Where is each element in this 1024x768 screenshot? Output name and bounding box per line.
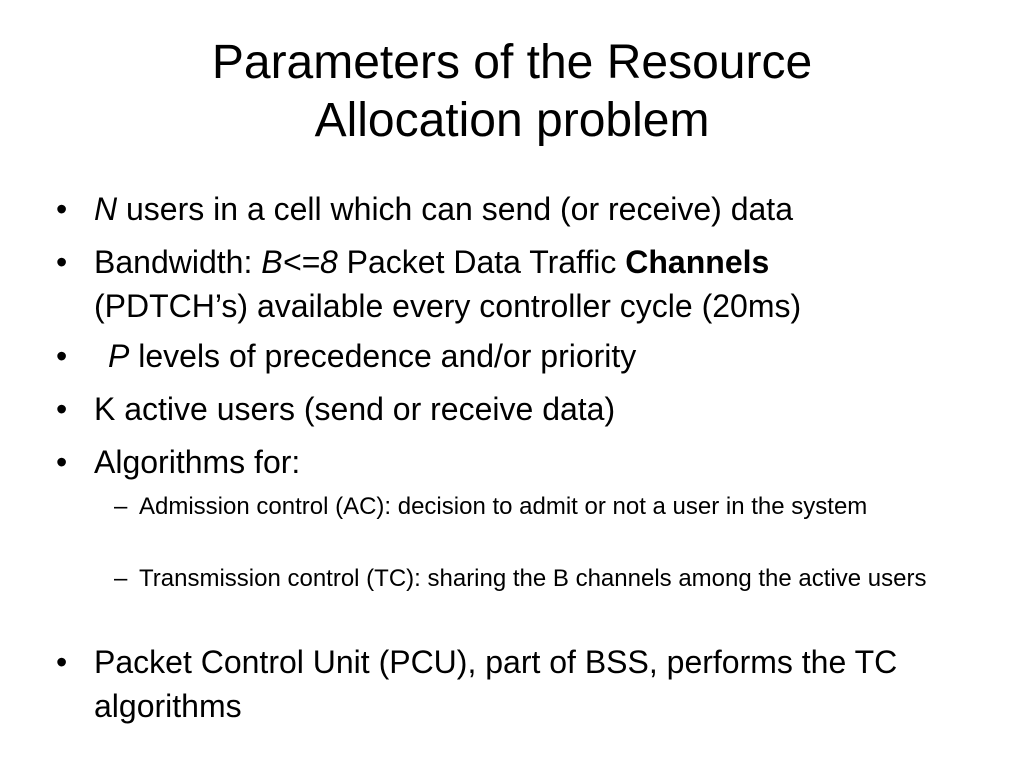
bullet-text: Algorithms for: bbox=[94, 444, 301, 480]
bullet-icon: • bbox=[56, 244, 68, 280]
bandwidth-line2: (PDTCH’s) available every controller cycle (20ms) bbox=[94, 288, 802, 324]
bandwidth-label: Bandwidth: bbox=[94, 244, 262, 280]
dash-icon: – bbox=[114, 565, 128, 592]
bandwidth-mid: Packet Data Traffic bbox=[337, 244, 626, 280]
bullet-text: K active users (send or receive data) bbox=[94, 391, 616, 427]
bullet-text bbox=[94, 187, 976, 231]
variable-n: N bbox=[94, 191, 118, 227]
bullet-item-algorithms bbox=[56, 440, 976, 484]
bullet-item-pcu bbox=[56, 640, 976, 728]
variable-b: B<=8 bbox=[261, 244, 338, 280]
variable-p: P bbox=[108, 338, 130, 374]
bullet-icon: • bbox=[56, 391, 68, 427]
bullet-item-users bbox=[56, 187, 976, 231]
bullet-text bbox=[108, 334, 976, 378]
sub-item-transmission-control bbox=[114, 562, 974, 595]
bullet-text bbox=[94, 240, 976, 328]
dash-icon: – bbox=[114, 493, 128, 520]
bullet-icon: • bbox=[56, 338, 68, 374]
bullet-item-bandwidth bbox=[56, 240, 976, 328]
slide-title-line2: Allocation problem bbox=[314, 94, 710, 147]
sub-item-text: Transmission control (TC): sharing the B channels among the active users bbox=[139, 565, 927, 592]
bullet-icon: • bbox=[56, 444, 68, 480]
bullet-text-rest: users in a cell which can send (or receive) data bbox=[117, 191, 793, 227]
slide-title bbox=[60, 34, 964, 150]
bullet-text-rest: levels of precedence and/or priority bbox=[129, 338, 637, 374]
bullet-item-precedence bbox=[56, 334, 976, 378]
bullet-icon: • bbox=[56, 191, 68, 227]
sub-item-admission-control bbox=[114, 490, 974, 523]
sub-item-text: Admission control (AC): decision to admit or not a user in the system bbox=[139, 493, 868, 520]
bullet-text: Packet Control Unit (PCU), part of BSS, performs the TC algorithms bbox=[94, 644, 898, 724]
bullet-icon: • bbox=[56, 644, 68, 680]
slide-title-line1: Parameters of the Resource bbox=[211, 36, 813, 89]
bullet-item-active-users bbox=[56, 387, 976, 431]
channels-bold: Channels bbox=[625, 244, 770, 280]
